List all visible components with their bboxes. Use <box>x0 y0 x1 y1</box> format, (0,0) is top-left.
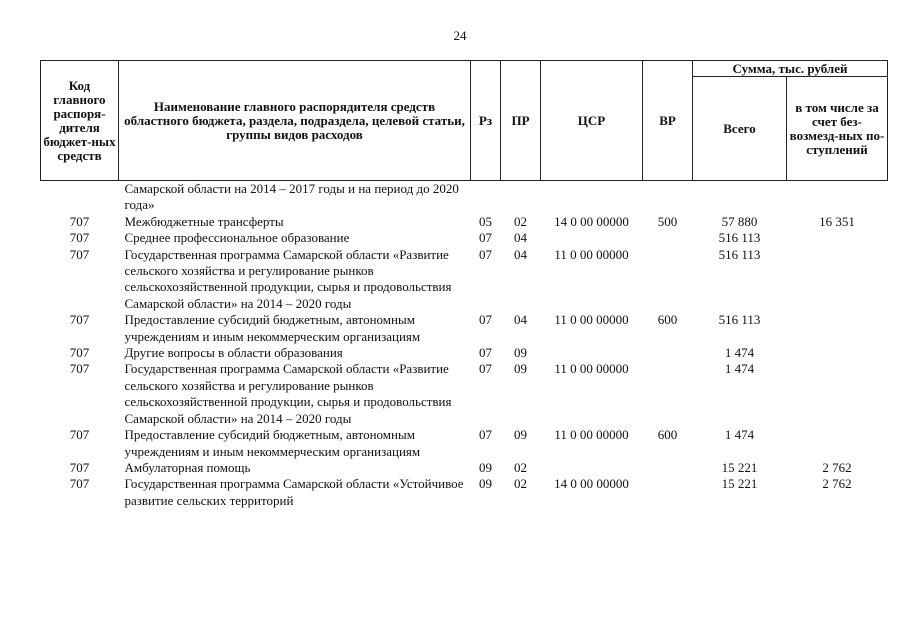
cell-name: Государственная программа Самарской области «Устойчивое развитие сельских территорий <box>124 476 464 508</box>
cell-pr: 02 <box>514 476 527 492</box>
cell-pr: 02 <box>514 213 527 229</box>
cell-code: 707 <box>69 345 90 361</box>
cell-total: 516 113 <box>718 230 761 246</box>
cell-gratuitous <box>787 345 888 361</box>
cell-pr: 09 <box>514 427 527 443</box>
cell-name: Другие вопросы в области образования <box>124 345 343 361</box>
cell-rz: 07 <box>479 246 492 262</box>
cell-rz: 09 <box>479 459 492 475</box>
cell-rz: 07 <box>479 345 492 361</box>
cell-pr: 09 <box>514 361 527 377</box>
cell-pr: 02 <box>514 459 527 475</box>
cell-gratuitous <box>787 427 888 460</box>
cell-csr: 11 0 00 00000 <box>554 361 629 377</box>
table-row <box>41 460 888 476</box>
cell-code: 707 <box>69 476 90 492</box>
cell-name: Государственная программа Самарской области «Развитие сельского хозяйства и регулирование рынков сельскохозяйственной продукции, сырья и продовольствия Самарской области» на 2014 – 2020 годы <box>124 246 452 311</box>
cell-pr: 04 <box>514 312 527 328</box>
table-row <box>41 181 888 214</box>
header-total: Всего <box>693 77 787 181</box>
cell-vr: 500 <box>657 213 678 229</box>
cell-total: 516 113 <box>718 312 761 328</box>
cell-code <box>41 181 119 214</box>
cell-total: 57 880 <box>721 213 758 229</box>
cell-gratuitous <box>787 181 888 214</box>
cell-name: Самарской области на 2014 – 2017 годы и на период до 2020 года» <box>124 181 459 213</box>
table-row <box>41 312 888 345</box>
cell-gratuitous: 16 351 <box>819 213 855 229</box>
cell-rz: 05 <box>479 213 492 229</box>
table-header <box>41 61 888 181</box>
cell-total: 1 474 <box>724 427 755 443</box>
cell-name: Предоставление субсидий бюджетным, автономным учреждениям и иным некоммерческим организациям <box>124 427 421 459</box>
cell-rz: 07 <box>479 361 492 377</box>
cell-pr: 04 <box>514 246 527 262</box>
cell-vr <box>643 230 693 246</box>
cell-code: 707 <box>69 246 90 262</box>
cell-gratuitous: 2 762 <box>822 476 852 492</box>
cell-vr: 600 <box>657 427 678 443</box>
cell-code: 707 <box>69 427 90 443</box>
cell-rz: 09 <box>479 476 492 492</box>
header-rz: Рз <box>471 61 501 181</box>
cell-vr <box>643 181 693 214</box>
table-row <box>41 361 888 427</box>
cell-name: Среднее профессиональное образование <box>124 230 350 246</box>
header-code: Код главного распоря-дителя бюджет-ных средств <box>41 61 119 181</box>
header-pr: ПР <box>501 61 541 181</box>
cell-pr: 09 <box>514 345 527 361</box>
table-row <box>41 427 888 460</box>
cell-total <box>693 181 787 214</box>
cell-vr <box>643 361 693 427</box>
cell-total: 1 474 <box>724 345 755 361</box>
cell-vr <box>643 460 693 476</box>
cell-vr <box>643 247 693 313</box>
cell-total: 15 221 <box>721 459 758 475</box>
cell-code: 707 <box>69 230 90 246</box>
cell-gratuitous: 2 762 <box>822 459 852 475</box>
table-row <box>41 230 888 246</box>
cell-total: 1 474 <box>724 361 755 377</box>
cell-code: 707 <box>69 213 90 229</box>
cell-total: 15 221 <box>721 476 758 492</box>
cell-name: Государственная программа Самарской области «Развитие сельского хозяйства и регулирование рынков сельскохозяйственной продукции, сырья и продовольствия Самарской области» на 2014 – 2020 годы <box>124 361 452 426</box>
table-body <box>41 181 888 510</box>
cell-csr: 11 0 00 00000 <box>554 312 629 328</box>
cell-name: Предоставление субсидий бюджетным, автономным учреждениям и иным некоммерческим организациям <box>124 312 421 344</box>
cell-pr: 04 <box>514 230 527 246</box>
table-row <box>41 247 888 313</box>
header-name: Наименование главного распорядителя средств областного бюджета, раздела, подраздела, целевой статьи, группы видов расходов <box>119 61 471 181</box>
table-row <box>41 476 888 509</box>
cell-gratuitous <box>787 312 888 345</box>
budget-table <box>40 60 888 509</box>
header-gratuitous: в том числе за счет без-возмезд-ных по-ступлений <box>787 77 888 181</box>
cell-gratuitous <box>787 361 888 427</box>
cell-csr: 14 0 00 00000 <box>554 476 629 492</box>
cell-vr <box>643 476 693 509</box>
cell-gratuitous <box>787 230 888 246</box>
table-row <box>41 345 888 361</box>
cell-pr <box>501 181 541 214</box>
table-row <box>41 214 888 230</box>
cell-code: 707 <box>69 312 90 328</box>
cell-vr: 600 <box>657 312 678 328</box>
header-csr: ЦСР <box>541 61 643 181</box>
cell-csr <box>541 460 643 476</box>
cell-code: 707 <box>69 459 90 475</box>
cell-rz <box>471 181 501 214</box>
cell-rz: 07 <box>479 427 492 443</box>
cell-gratuitous <box>787 247 888 313</box>
cell-csr: 11 0 00 00000 <box>554 246 629 262</box>
cell-rz: 07 <box>479 312 492 328</box>
cell-csr <box>541 230 643 246</box>
cell-name: Амбулаторная помощь <box>124 459 251 475</box>
cell-csr <box>541 345 643 361</box>
page-number: 24 <box>453 28 467 43</box>
cell-csr: 14 0 00 00000 <box>554 213 629 229</box>
cell-name: Межбюджетные трансферты <box>124 213 284 229</box>
header-vr: ВР <box>643 61 693 181</box>
cell-csr: 11 0 00 00000 <box>554 427 629 443</box>
cell-rz: 07 <box>479 230 492 246</box>
cell-csr <box>541 181 643 214</box>
cell-vr <box>643 345 693 361</box>
cell-total: 516 113 <box>718 246 761 262</box>
header-sum-group: Сумма, тыс. рублей <box>693 61 888 77</box>
cell-code: 707 <box>69 361 90 377</box>
